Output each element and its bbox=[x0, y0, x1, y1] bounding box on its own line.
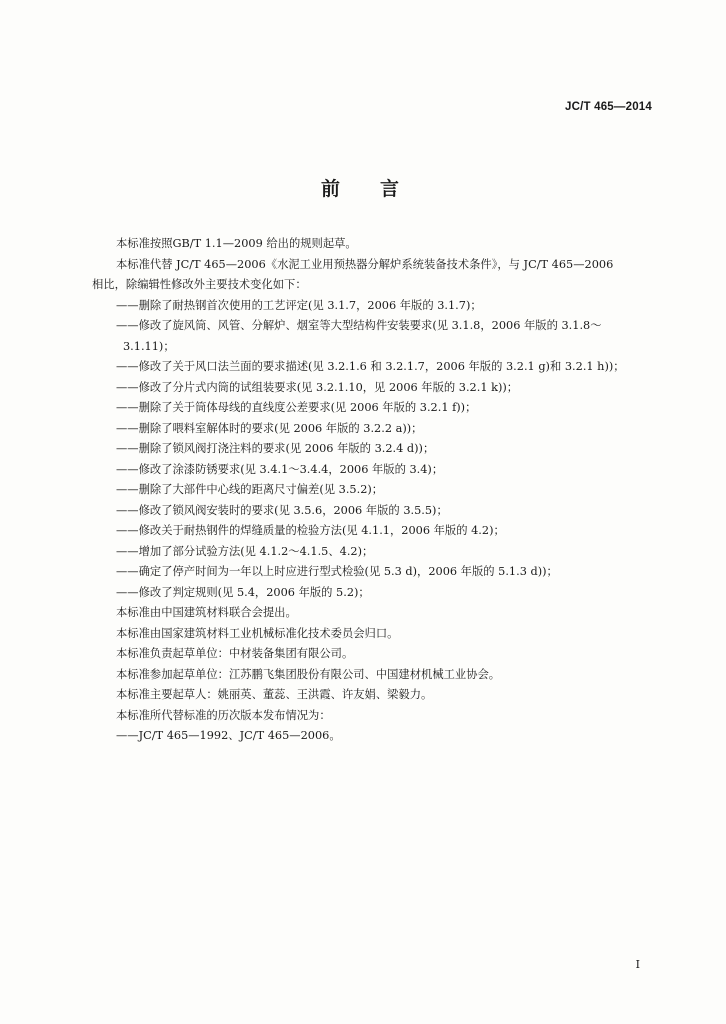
paragraph: 相比，除编辑性修改外主要技术变化如下： bbox=[92, 278, 307, 291]
page-title bbox=[0, 174, 726, 201]
list-item: ——修改了旋风筒、风管、分解炉、烟室等大型结构件安装要求(见 3.1.8，2006 年版的 3.1.8～ bbox=[116, 319, 602, 332]
list-item: ——修改了锁风阀安装时的要求(见 3.5.6，2006 年版的 3.5.5)； bbox=[116, 503, 448, 517]
list-item: ——JC/T 465—1992、JC/T 465—2006。 bbox=[116, 729, 341, 742]
list-item: ——修改了判定规则(见 5.4，2006 年版的 5.2)； bbox=[116, 585, 370, 599]
list-item: ——删除了耐热钢首次使用的工艺评定(见 3.1.7，2006 年版的 3.1.7)； bbox=[116, 298, 482, 312]
list-item: ——增加了部分试验方法(见 4.1.2～4.1.5、4.2)； bbox=[116, 544, 374, 558]
paragraph: 本标准按照GB/T 1.1—2009 给出的规则起草。 bbox=[116, 237, 357, 250]
paragraph: 本标准所代替标准的历次版本发布情况为： bbox=[116, 708, 331, 722]
title-char-1: 前 bbox=[320, 178, 346, 200]
paragraph: 本标准代替 JC/T 465—2006《水泥工业用预热器分解炉系统装备技术条件》，与 JC/T 465—2006 bbox=[116, 257, 614, 271]
list-item-continuation: 3.1.11)； bbox=[123, 339, 175, 353]
list-item: ——确定了停产时间为一年以上时应进行型式检验(见 5.3 d)，2006 年版的 5.1.3 d))； bbox=[116, 565, 558, 578]
paragraph: 本标准主要起草人：姚丽英、董蕊、王洪霞、许友娟、梁毅力。 bbox=[116, 688, 433, 701]
title-char-2: 言 bbox=[380, 178, 406, 200]
paragraph: 本标准参加起草单位：江苏鹏飞集团股份有限公司、中国建材机械工业协会。 bbox=[116, 667, 501, 681]
paragraph: 本标准由中国建筑材料联合会提出。 bbox=[116, 606, 297, 619]
list-item: ——修改了关于风口法兰面的要求描述(见 3.2.1.6 和 3.2.1.7，2006 年版的 3.2.1 g)和 3.2.1 h))； bbox=[116, 360, 625, 373]
paragraph: 本标准负责起草单位：中材装备集团有限公司。 bbox=[116, 647, 354, 660]
standard-code: JC/T 465—2014 bbox=[565, 101, 652, 113]
list-item: ——删除了喂料室解体时的要求(见 2006 年版的 3.2.2 a))； bbox=[116, 421, 423, 435]
foreword-body bbox=[92, 234, 662, 747]
list-item: ——删除了关于筒体母线的直线度公差要求(见 2006 年版的 3.2.1 f))； bbox=[116, 401, 477, 414]
list-item: ——删除了大部件中心线的距离尺寸偏差(见 3.5.2)； bbox=[116, 483, 384, 496]
page-number: I bbox=[635, 958, 640, 971]
list-item: ——修改了涂漆防锈要求(见 3.4.1～3.4.4，2006 年版的 3.4)； bbox=[116, 462, 444, 476]
list-item: ——删除了锁风阀打浇注料的要求(见 2006 年版的 3.2.4 d))； bbox=[116, 442, 435, 455]
list-item: ——修改了分片式内筒的试组装要求(见 3.2.1.10，见 2006 年版的 3.2.1 k))； bbox=[116, 380, 519, 394]
paragraph: 本标准由国家建筑材料工业机械标准化技术委员会归口。 bbox=[116, 626, 399, 640]
list-item: ——修改关于耐热钢件的焊缝质量的检验方法(见 4.1.1，2006 年版的 4.2)； bbox=[116, 524, 505, 537]
